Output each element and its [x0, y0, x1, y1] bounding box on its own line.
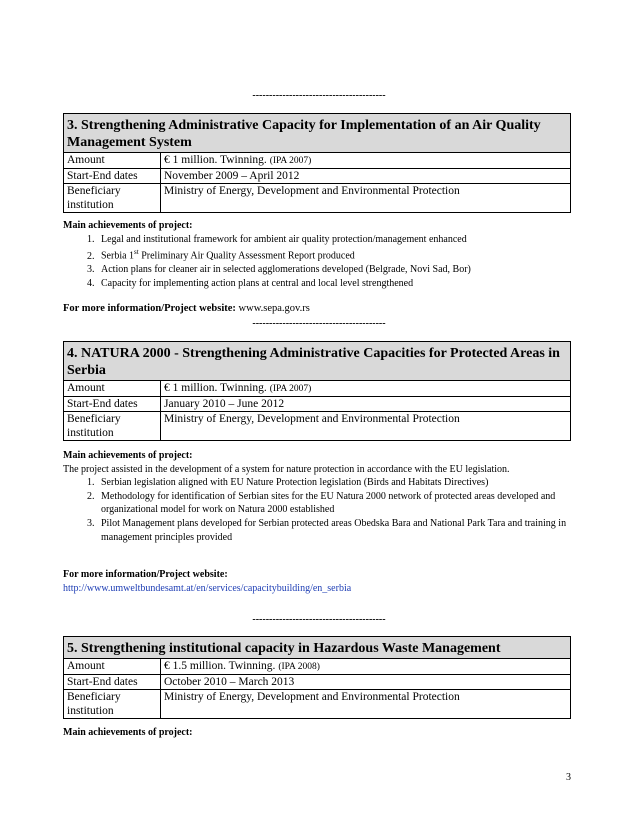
amount-value: € 1 million. Twinning. (IPA 2007)	[161, 153, 571, 169]
amount-label: Amount	[64, 381, 161, 397]
project-4-title: 4. NATURA 2000 - Strengthening Administrative Capacities for Protected Areas in Serbia	[64, 342, 571, 381]
dates-label: Start-End dates	[64, 169, 161, 184]
separator-line: ----------------------------------------	[252, 90, 386, 101]
project-website-link[interactable]: http://www.umweltbundesamt.at/en/services/capacitybuilding/en_serbia	[63, 583, 352, 594]
beneficiary-label: Beneficiary institution	[64, 412, 161, 441]
list-item: 2. Methodology for identification of Serbian sites for the EU Natura 2000 network of protected areas developed and organizational model for work on Natura 2000 established	[97, 490, 573, 517]
list-item: 2. Serbia 1st Preliminary Air Quality Assessment Report produced	[97, 246, 573, 263]
amount-label: Amount	[64, 153, 161, 169]
list-item: 1. Legal and institutional framework for ambient air quality protection/management enhanced	[97, 233, 573, 247]
project-4-table	[63, 341, 571, 441]
beneficiary-value: Ministry of Energy, Development and Environmental Protection	[161, 412, 571, 441]
list-item: 3. Action plans for cleaner air in selected agglomerations developed (Belgrade, Novi Sad, Bor)	[97, 263, 573, 277]
list-item: 4. Capacity for implementing action plans at central and local level strengthened	[97, 277, 573, 291]
dates-label: Start-End dates	[64, 397, 161, 412]
beneficiary-label: Beneficiary institution	[64, 690, 161, 719]
achievements-title: Main achievements of project:	[63, 220, 193, 231]
amount-value: € 1.5 million. Twinning. (IPA 2008)	[161, 659, 571, 675]
project-5-achievements	[63, 726, 573, 740]
project-3-more-info: For more information/Project website: www.sepa.gov.rs	[63, 303, 310, 314]
project-3-title: 3. Strengthening Administrative Capacity for Implementation of an Air Quality Management System	[64, 114, 571, 153]
list-item: 3. Pilot Management plans developed for Serbian protected areas Obedska Bara and National Park Tara and training in management principles provided	[97, 517, 573, 544]
project-website-link[interactable]: www.sepa.gov.rs	[238, 303, 310, 314]
achievements-title: Main achievements of project:	[63, 450, 193, 461]
list-item: 1. Serbian legislation aligned with EU Nature Protection legislation (Birds and Habitats Directives)	[97, 476, 573, 490]
project-3-table	[63, 113, 571, 213]
separator-line: ----------------------------------------	[252, 614, 386, 625]
beneficiary-value: Ministry of Energy, Development and Environmental Protection	[161, 184, 571, 213]
project-5-title: 5. Strengthening institutional capacity in Hazardous Waste Management	[64, 637, 571, 659]
separator-line: ----------------------------------------	[252, 318, 386, 329]
project-4-achievements	[63, 449, 573, 544]
achievements-title: Main achievements of project:	[63, 727, 193, 738]
project-4-more-info: For more information/Project website: http://www.umweltbundesamt.at/en/services/capacitybuilding/en_serbia	[63, 568, 573, 596]
project-5-table	[63, 636, 571, 719]
achievements-intro: The project assisted in the development of a system for nature protection in accordance with the EU legislation.	[63, 463, 510, 475]
dates-label: Start-End dates	[64, 675, 161, 690]
project-3-achievements	[63, 219, 573, 290]
dates-value: October 2010 – March 2013	[161, 675, 571, 690]
amount-value: € 1 million. Twinning. (IPA 2007)	[161, 381, 571, 397]
beneficiary-value: Ministry of Energy, Development and Environmental Protection	[161, 690, 571, 719]
amount-label: Amount	[64, 659, 161, 675]
beneficiary-label: Beneficiary institution	[64, 184, 161, 213]
dates-value: November 2009 – April 2012	[161, 169, 571, 184]
dates-value: January 2010 – June 2012	[161, 397, 571, 412]
page-number: 3	[566, 772, 571, 783]
